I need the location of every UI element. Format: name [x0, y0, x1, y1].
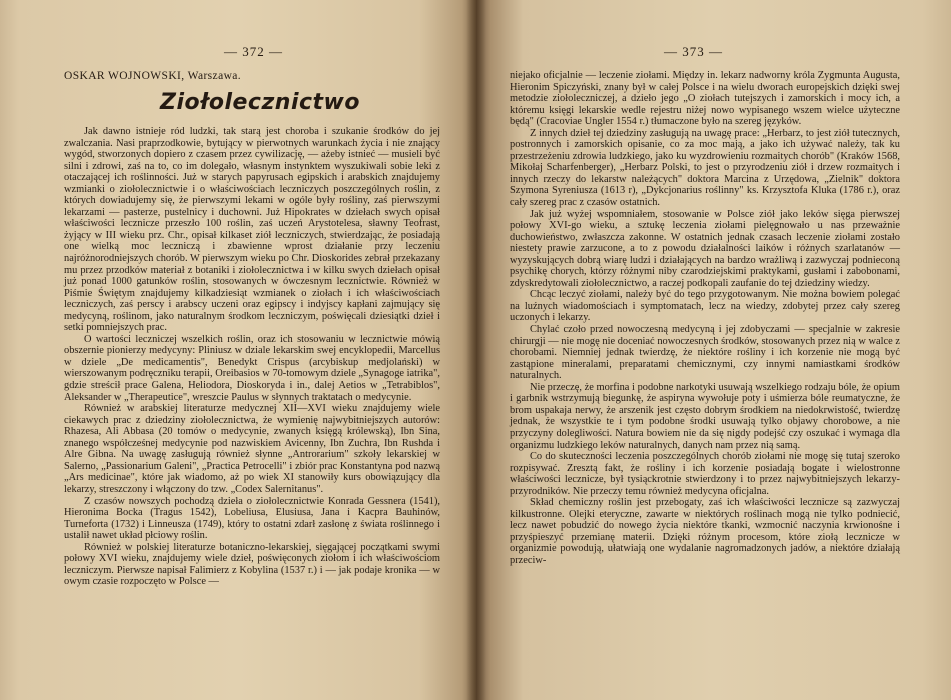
page-number-left: — 372 —: [224, 44, 283, 59]
article-title: Ziołolecznictwo: [160, 90, 360, 115]
right-page: [476, 0, 951, 700]
paragraph: Jak dawno istnieje ród ludzki, tak starą jest choroba i szukanie środków do jej zwalczania. Nasi praprzodkowie, bytujący w pierwotnych warunkach życia i nie znający wygód, stworzonych dopiero z czasem przez cywilizację, — ażeby istnieć — musieli być silni i zdrowi, zaś na to, co im dolegało, własnym instynktem wyszukiwali sobie leki z otaczającej ich roślinności. Już w starych papyrusach egipskich i arabskich znajdujemy wzmianki o ziołolecznictwie i o właściwościach leczniczych poszczególnych roślin, z których dowiadujemy się, że pierwszymi lekami w ogóle były rośliny, zaś pierwszymi lekarzami — pasterze, pustelnicy i duchowni. Już Hipokrates w dziełach swych opisał właściwości lecznicze przeszło 100 roślin, zaś uczeń Arystotelesa, sławny Teofrast, żyjący w III wieku prz. Chr., opisał kilkaset ziół leczniczych, stwierdzając, że posiadają one wielką moc leczniczą i zbawienne wprost działanie przy leczeniu najróżnorodniejszych chorób. W pierwszym wieku po Chr. Dioskorides zebrał przekazany mu przez przodków materiał z botaniki i ziołolecznictwa i w kilku swych dziełach opisał już ponad 1000 gatunków roślin, stosowanych w ówczesnym lecznictwie. Również w Piśmie Świętym znajdujemy kilkadziesiąt wzmianek o ziołach i ich właściwościach leczniczych, zaś perscy i arabscy uczeni oraz egipscy i indyjscy kapłani zajmujący się medycyną, roślinom, jako naturalnym środkom leczniczym, poświęcali dziesiątki dzieł i setki pomniejszych prac.: [64, 126, 440, 334]
paragraph: O wartości leczniczej wszelkich roślin, oraz ich stosowaniu w lecznictwie mówią obszernie pionierzy medycyny: Pliniusz w dziale lekarskim swej encyklopedii, Marcellus w dziele „De medicamentis", Benedykt Crispus (arcybiskup medjolański) w wierszowanym podręczniku terapii, Oreibasios w 70-tomowym dziele „Synagoge iatrika", gdzie streścił prace Galena, Heliodora, Dioskoryda i in., dalej Aetios w „Tetrabiblos", Aleksander w „Therapeutice", wreszcie Paulus w słynnych traktatach o medycynie.: [64, 333, 440, 403]
paragraph: niejako oficjalnie — leczenie ziołami. Między in. lekarz nadworny króla Zygmunta Augusta, Hieronim Spiczyński, znany był w całej Polsce i na wielu dworach europejskich dzięki swej metodzie ziołoleczniczej, a dzieło jego „O ziołach tutejszych i zamorskich i mocy ich, a któremu księgi lekarskie wedle rejestru niżej nowo wypisanego wszem wielce użyteczne będą" (Cracoviae Ungler 1554 r.) tłumaczone było na szereg języków.: [510, 70, 900, 128]
paragraph: Chylać czoło przed nowoczesną medycyną i jej zdobyczami — specjalnie w zakresie chirurgji — nie mogę nie doceniać nowoczesnych środków, stosowanych przez nią w walce z chorobami. Niemniej jednak twierdzę, że niektóre rośliny i ich korzenie nie mogą być zastąpione mineralami, preparatami chemicznymi, czy innymi namiastkami środków naturalnych.: [510, 324, 900, 382]
page-number-right: — 373 —: [664, 44, 723, 59]
paragraph: Jak już wyżej wspomniałem, stosowanie w Polsce ziół jako leków sięga pierwszej połowy XVI-go wieku, a sztukę leczenia ziołami pielęgnowało u nas przeważnie duchowieństwo, zwłaszcza zakonne. W ostatnich jednak czasach leczenie ziołami zostało niestety prawie zarzucone, a to z powodu działalności laików i różnych szarlatanów — wyzyskujących dobrą wiarę ludzi i działających na bardzo wrażliwą i zazwyczaj podnieconą psychikę chorych, którzy różnymi niby czarodziejskimi praktykami, gusłami i zabobonami, zdyskredytowali ziołolecznictwo, a raczej podkopali zaufanie do tej dziedziny wiedzy.: [510, 208, 900, 289]
author-line: OSKAR WOJNOWSKI, Warszawa.: [64, 70, 242, 82]
paragraph: Również w polskiej literaturze botaniczno-lekarskiej, sięgającej początkami swymi połowy XVI wieku, znajdujemy wiele dzieł, poświęconych ziołom i ich właściwościom leczniczym. Pierwsze napisał Falimierz z Kobylina (1537 r.) i — jak podaje kronika — w owym czasie rozpoczęto w Polsce —: [64, 541, 440, 588]
paragraph: Z innych dzieł tej dziedziny zasługują na uwagę prace: „Herbarz, to jest ziół tutecznych, postronnych i zamorskich opisanie, co za moc mają, a jako ich używać należy, tak ku przestrzeżeniu zdrowia ludzkiego, jako ku wyzdrowieniu rozmaitych chorób" (Kraków 1568, Mikołaj Scharfenberger), „Herbarz Polski, to jest o przyrodzeniu ziół i drzew rozmaitych i innych rzeczy do lekarstw należących" doktora Marcina z Urzędowa, „Zielnik" doktora Szymona Syreniusza (1613 r), „Dykcjonarius roślinny" ks. Krzysztofa Kluka (1786 r.), oraz cały szereg prac z czasów ostatnich.: [510, 127, 900, 209]
right-body-text: [510, 70, 900, 567]
left-body-text: [64, 126, 440, 588]
paragraph: Nie przeczę, że morfina i podobne narkotyki usuwają wszelkiego rodzaju bóle, że opium i garbnik wstrzymują biegunkę, że aspiryna wywołuje poty i uśmierza bóle reumatyczne, że brom uspakaja nerwy, że arszenik jest często dobrym środkiem na niedokrwistość, twierdzę jednak, że wszystkie te i tym podobne środki usuwają tylko objawy chorobowe, a nie przyczyny dolegliwości. Natura bowiem nie da się nigdy podejść czy oszukać i wymaga dla organizmu ludzkiego leków naturalnych, danych nam przez nią samą.: [510, 381, 900, 451]
paragraph: Co do skuteczności leczenia poszczególnych chorób ziołami nie mogę się tutaj szeroko rozpisywać. Zresztą fakt, że rośliny i ich korzenie posiadają bogate i wielostronne właściwości lecznicze, był tysiąckrotnie stwierdzony i to przez najwybitniejszych lekarzy-przyrodników. Nie przeczy temu również medycyna oficjalna.: [510, 451, 900, 497]
paragraph: Również w arabskiej literaturze medycznej XII—XVI wieku znajdujemy wiele ciekawych prac z dziedziny ziołolecznictwa, że wymienię najwybitniejszych autorów: Rhazesa, Ali Abbasa (20 tomów o medycynie, zwanych księgą królewską), Ibn Sina, znanego współcześnej medycynie pod nazwiskiem Avicenny, Ibn Zuchra, Ibn Rushda i Alre Gibna. Na uwagę zasługują również słynne „Antrorarium" szkoły lekarskiej w Salerno, „Passionarium Galeni", „Practica Petrocelli" i zbiór prac Konstantyna pod nazwą „Ars medicinae", które jak wiadomo, aż po wiek XI stanowiły kurs obowiązujący dla lekarzy, streszczony i włączony do tzw. „Codex Salernitanus".: [64, 403, 440, 495]
paragraph: Chcąc leczyć ziołami, należy być do tego przygotowanym. Nie można bowiem polegać na luźnych wiadomościach i symptomatach, lecz na wiedzy, zdobytej przez cały szereg uczonych i lekarzy.: [510, 289, 900, 324]
book-gutter: [466, 0, 486, 700]
paragraph: Skład chemiczny roślin jest przebogaty, zaś ich właściwości lecznicze są zazwyczaj kilkustronne. Olejki eteryczne, zawarte w niektórych roślinach mogą nie tylko podniecić, lecz nawet pobudzić do nowego życia niektóre tkanki, wzmocnić naczynia krwionośne i przyśpieszyć przemianę materii. Dzięki różnym procesom, które ziołą lecznicze w organizmie powodują, ułatwiają one wydalanie nagromadzonych jadów, a niektóre działają przeciw-: [510, 497, 900, 566]
paragraph: Z czasów nowszych pochodzą dzieła o ziołolecznictwie Konrada Gessnera (1541), Hieronima Bocka (Tragus 1542), Lobeliusa, Elusiusa, Jana i Kacpra Bauhinów, Turneforta (1732) i Linneusza (1749), który to ostatni zdarł zasłonę z świata roślinnego i ustalił nawet układ płciowy roślin.: [64, 495, 440, 542]
